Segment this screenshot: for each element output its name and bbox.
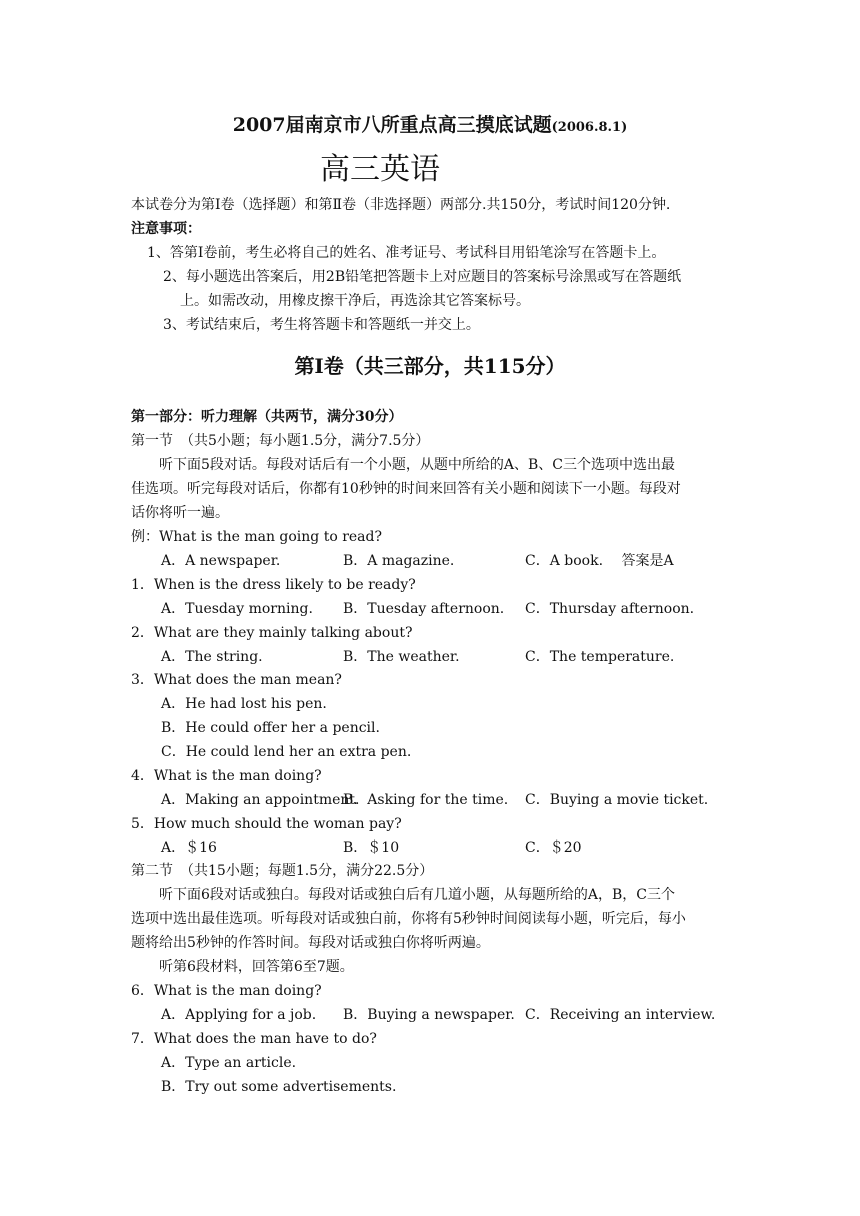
question: 3．What does the man mean? [131,672,342,688]
option-c: C．Thursday afternoon. [525,601,695,617]
option-a: A．Type an article. [161,1055,297,1071]
notice-item: 上。如需改动，用橡皮擦干净后，再选涂其它答案标号。 [180,293,530,309]
option-c: C．Receiving an interview. [525,1007,716,1023]
question: 7．What does the man have to do? [131,1031,377,1047]
instruction-line: 听下面6段对话或独白。每段对话或独白后有几道小题，从每题所给的A，B，C三个 [159,887,676,903]
option-b: B．He could offer her a pencil. [161,720,380,736]
option-c: C．A book. 答案是A [525,553,674,569]
option-a: A．Tuesday morning. [161,601,313,617]
option-a: A．Making an appointment. [161,792,360,808]
option-b: B．Asking for the time. [343,792,509,808]
option-c: C．＄20 [525,840,582,856]
option-a: A．The string. [161,649,263,665]
option-c: C．Buying a movie ticket. [525,792,709,808]
option-b: B．Try out some advertisements. [161,1079,397,1095]
subject-title: 高三英语 [320,152,440,187]
question: 2．What are they mainly talking about? [131,625,413,641]
option-b: B．Tuesday afternoon. [343,601,505,617]
option-a: A．A newspaper. [161,553,281,569]
option-b: B．＄10 [343,840,400,856]
notice-item: 3、考试结束后，考生将答题卡和答题纸一并交上。 [163,317,480,333]
notice-heading: 注意事项： [131,221,201,237]
instruction-line: 听下面5段对话。每段对话后有一个小题，从题中所给的A、B、C三个选项中选出最 [159,457,676,473]
option-b: B．The weather. [343,649,460,665]
example-question: 例：What is the man going to read? [131,529,383,545]
part-title: 第Ⅰ卷（共三部分，共115分） [294,354,566,378]
instruction-line: 选项中选出最佳选项。听每段对话或独白前，你将有5秒钟时间阅读每小题，听完后，每小 [131,911,686,927]
option-b: B．A magazine. [343,553,455,569]
instruction-line: 题将给出5秒钟的作答时间。每段对话或独白你将听两遍。 [131,935,490,951]
instruction-line: 佳选项。听完每段对话后，你都有10秒钟的时间来回答有关小题和阅读下一小题。每段对 [131,481,681,497]
notice-item: 1、答第Ⅰ卷前，考生必将自己的姓名、准考证号、考试科目用铅笔涂写在答题卡上。 [147,245,666,261]
notice-item: 2、每小题选出答案后，用2B铅笔把答题卡上对应题目的答案标号涂黑或写在答题纸 [163,269,682,285]
exam-date: (2006.8.1) [551,120,628,135]
question: 5．How much should the woman pay? [131,816,402,832]
exam-title: 2007届南京市八所重点高三摸底试题(2006.8.1) [232,114,628,136]
material-instruction: 听第6段材料，回答第6至7题。 [159,959,354,975]
option-a: A．He had lost his pen. [161,696,327,712]
option-c: C．He could lend her an extra pen. [161,744,412,760]
instruction-line: 话你将听一遍。 [131,505,229,521]
question: 1．When is the dress likely to be ready? [131,577,416,593]
section-heading: 第一部分：听力理解（共两节，满分30分） [131,409,403,425]
subsection-heading: 第一节 （共5小题；每小题1.5分，满分7.5分） [131,433,430,449]
intro-text: 本试卷分为第Ⅰ卷（选择题）和第Ⅱ卷（非选择题）两部分.共150分，考试时间120分钟. [131,197,671,213]
subsection-heading: 第二节 （共15小题；每题1.5分，满分22.5分） [131,863,434,879]
option-a: A．＄16 [161,840,217,856]
option-b: B．Buying a newspaper. [343,1007,515,1023]
option-c: C．The temperature. [525,649,675,665]
question: 6．What is the man doing? [131,983,322,999]
question: 4．What is the man doing? [131,768,322,784]
option-a: A．Applying for a job. [161,1007,317,1023]
